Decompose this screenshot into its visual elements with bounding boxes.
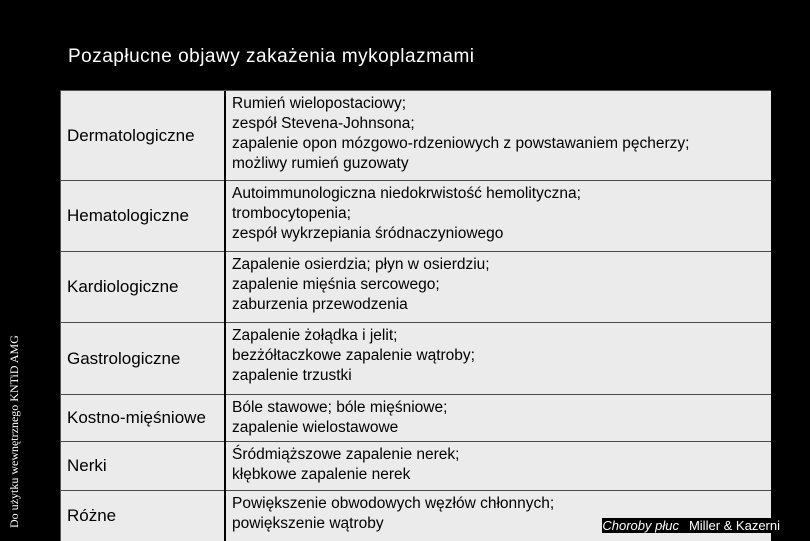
page-title: Pozapłucne objawy zakażenia mykoplazmami (68, 46, 475, 67)
description-line: zespół wykrzepiania śródnaczyniowego (232, 225, 504, 242)
description-line: zapalenie opon mózgowo-rdzeniowych z powstawaniem pęcherzy; (232, 135, 690, 152)
description-cell (226, 181, 771, 251)
description-cell (226, 491, 771, 541)
column-divider (224, 91, 226, 541)
description-line: Rumień wielopostaciowy; (232, 95, 407, 112)
category-cell: Dermatologiczne (61, 91, 224, 180)
description-line: Zapalenie osierdzia; płyn w osierdziu; (232, 256, 490, 273)
symptoms-table (60, 90, 771, 541)
table-row (61, 491, 771, 541)
source-title: Choroby płuc (602, 518, 679, 533)
description-line: bezżółtaczkowe zapalenie wątroby; (232, 347, 475, 364)
table-row (61, 91, 771, 181)
description-line: trombocytopenia; (232, 205, 351, 222)
side-note-text: Do użytku wewnętrznego KNTiD AMG (7, 335, 21, 528)
side-note (8, 8, 22, 528)
description-line: zapalenie trzustki (232, 367, 352, 384)
table-row (61, 252, 771, 323)
category-cell: Różne (61, 491, 224, 541)
table-row (61, 442, 771, 491)
description-line: powiększenie wątroby (232, 515, 384, 532)
category-cell: Gastrologiczne (61, 323, 224, 394)
description-line: Autoimmunologiczna niedokrwistość hemolityczna; (232, 185, 581, 202)
description-line: kłębkowe zapalenie nerek (232, 466, 411, 483)
description-line: możliwy rumień guzowaty (232, 155, 409, 172)
category-cell: Nerki (61, 442, 224, 490)
category-cell: Hematologiczne (61, 181, 224, 251)
description-line: Zapalenie żołądka i jelit; (232, 327, 398, 344)
description-cell (226, 395, 771, 441)
description-line: Powiększenie obwodowych węzłów chłonnych; (232, 495, 555, 512)
table-row (61, 395, 771, 442)
description-line: Bóle stawowe; bóle mięśniowe; (232, 399, 448, 416)
description-line: zespół Stevena-Johnsona; (232, 115, 415, 132)
table-row (61, 181, 771, 252)
description-cell (226, 323, 771, 394)
source-authors: Miller & Kazerni (688, 518, 780, 533)
category-cell: Kardiologiczne (61, 252, 224, 322)
description-cell (226, 252, 771, 322)
description-line: zapalenie mięśnia sercowego; (232, 276, 440, 293)
description-line: Śródmiąższowe zapalenie nerek; (232, 446, 460, 463)
source-caption (602, 518, 780, 533)
description-cell (226, 91, 771, 180)
table-row (61, 323, 771, 395)
category-cell: Kostno-mięśniowe (61, 395, 224, 441)
description-cell (226, 442, 771, 490)
description-line: zaburzenia przewodzenia (232, 296, 408, 313)
description-line: zapalenie wielostawowe (232, 419, 399, 436)
